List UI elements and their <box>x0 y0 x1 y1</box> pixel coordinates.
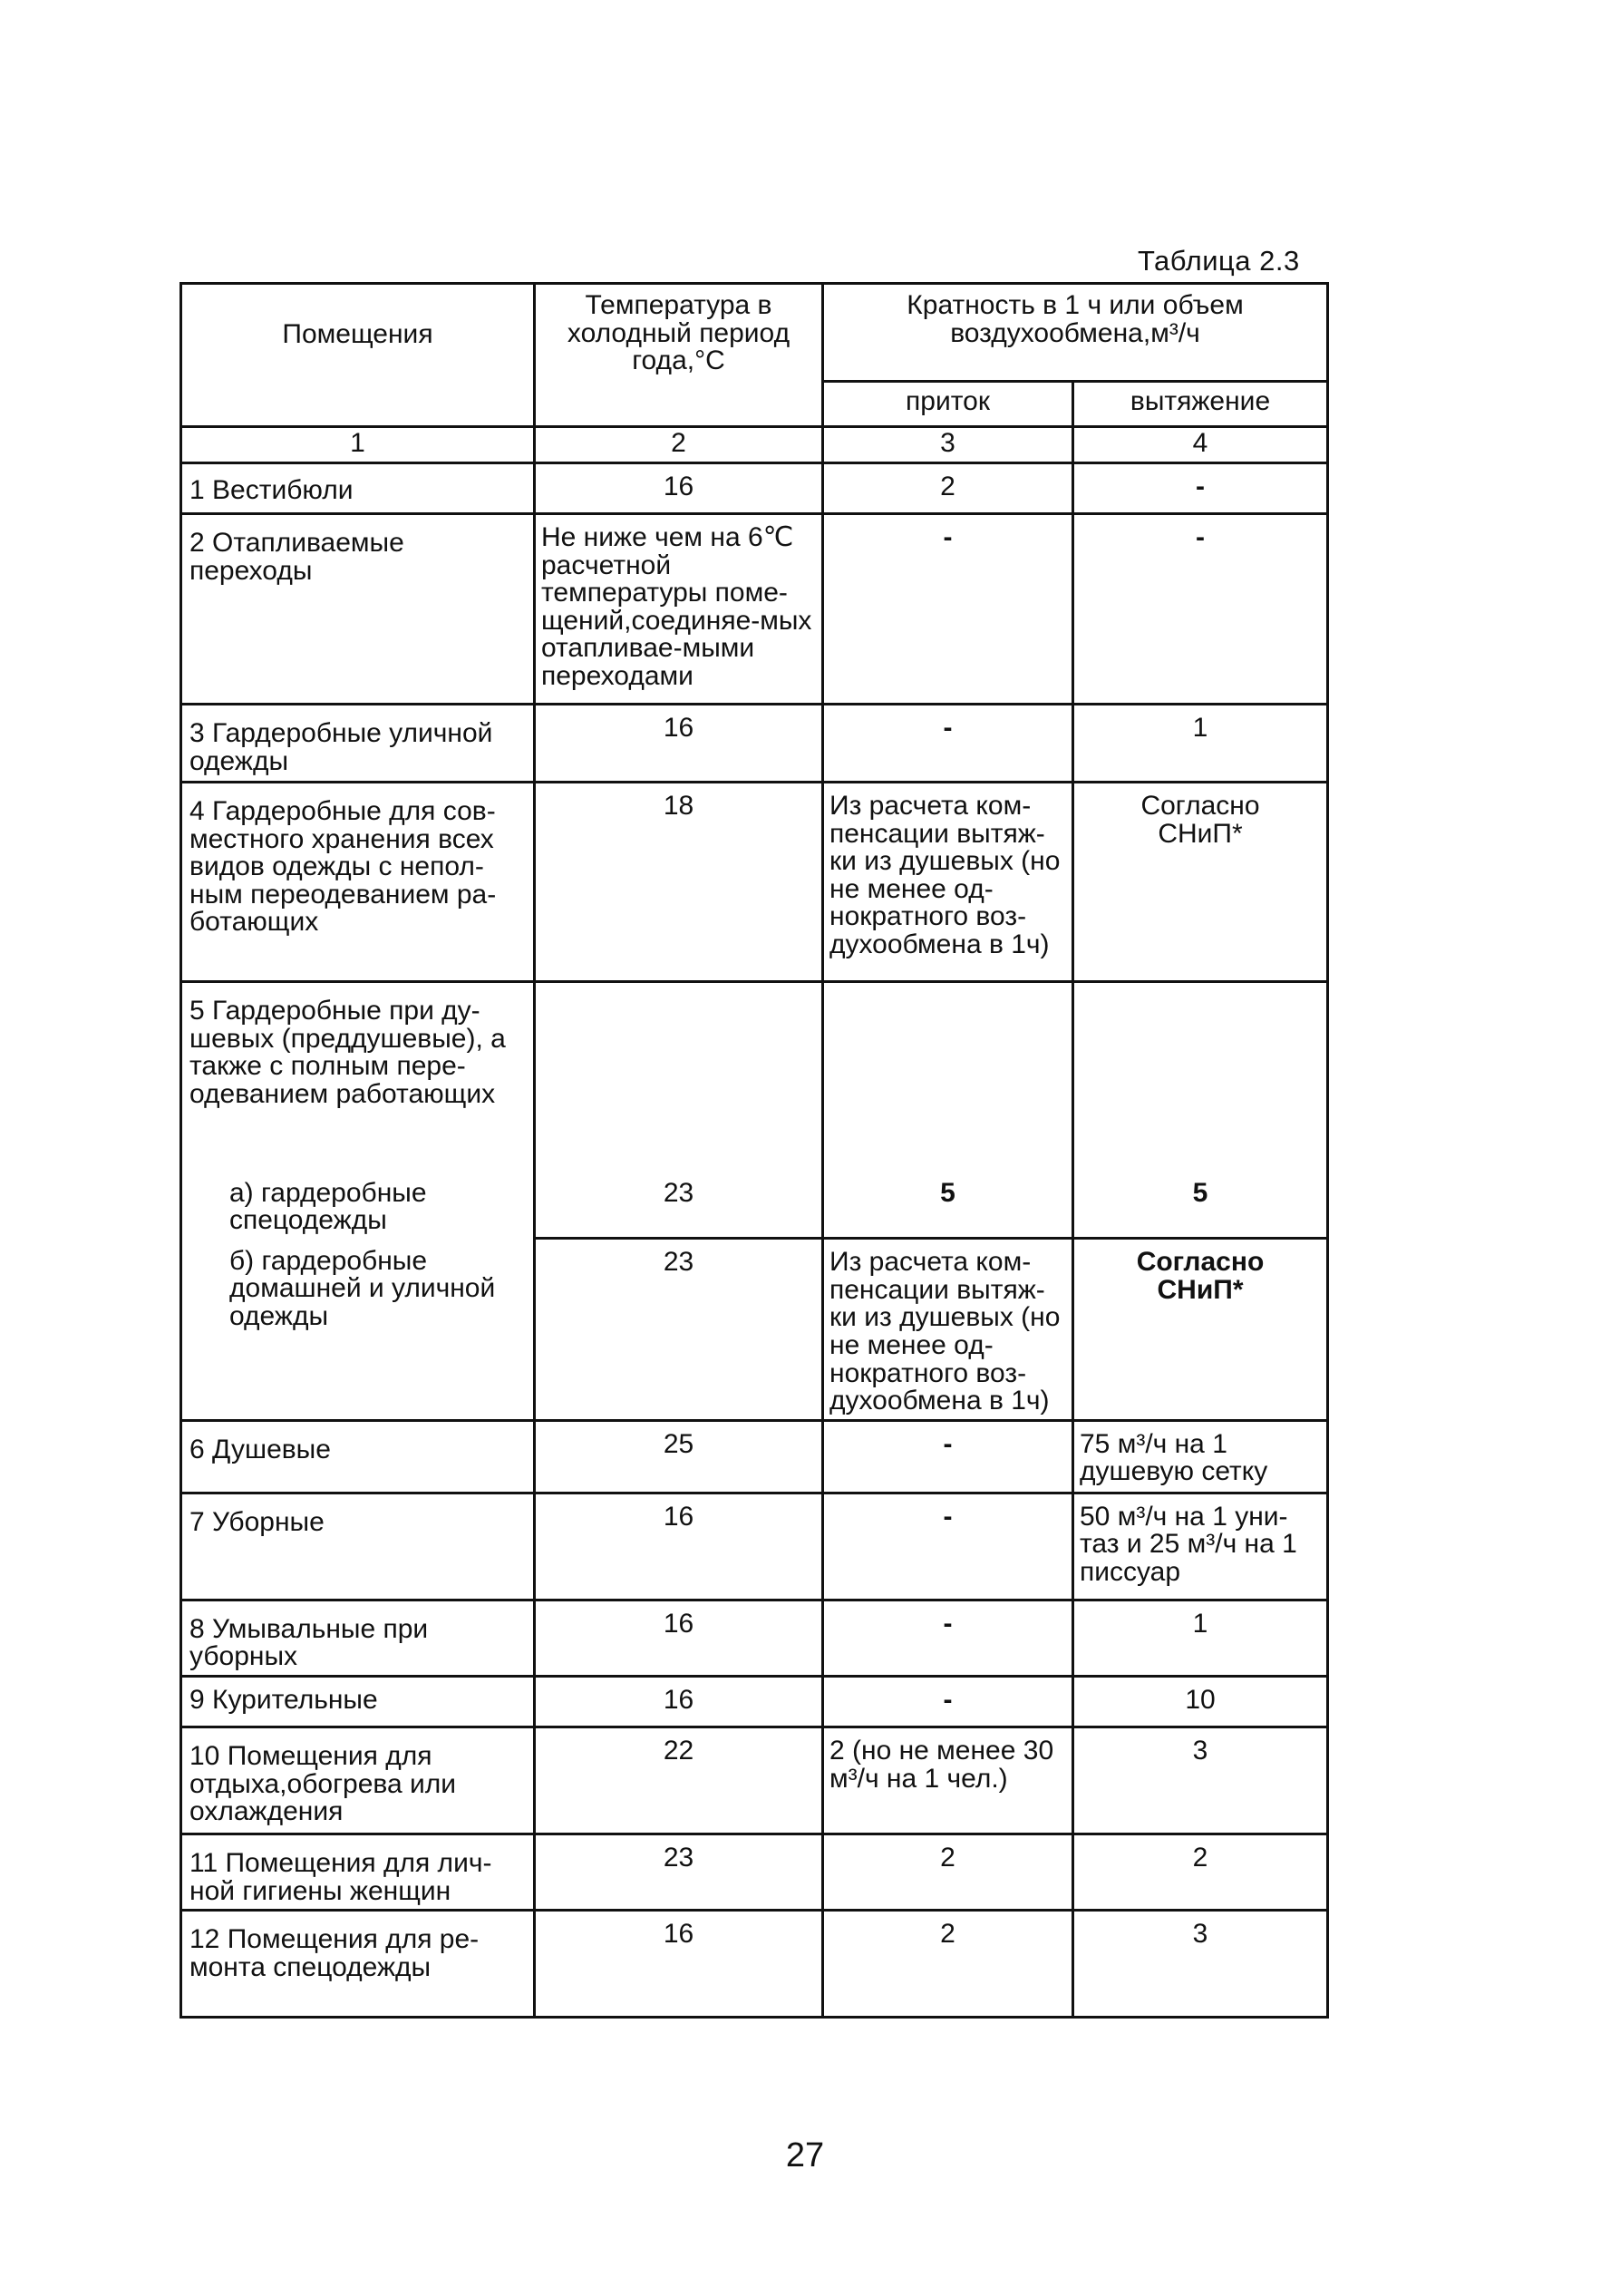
temperature-value: 16 <box>535 463 823 514</box>
exhaust-value: 10 <box>1073 1676 1328 1727</box>
supply-value: 2 <box>823 463 1073 514</box>
exhaust-value <box>1073 982 1328 1171</box>
exhaust-value: 2 <box>1073 1834 1328 1910</box>
header-rate: Кратность в 1 ч или объем воздухообмена,м³/ч <box>823 284 1328 382</box>
supply-value: - <box>823 1493 1073 1600</box>
exhaust-value: 3 <box>1073 1911 1328 2018</box>
exhaust-value: 5 <box>1073 1171 1328 1239</box>
header-temperature: Температура в холодный период года,°C <box>535 284 823 427</box>
table-row-sub <box>181 1239 1328 1421</box>
room-name: б) гардеробные домашней и уличной одежды <box>181 1239 535 1421</box>
column-number: 2 <box>535 427 823 463</box>
column-number: 4 <box>1073 427 1328 463</box>
room-name: 12 Помещения для ре-монта спецодежды <box>181 1911 535 2018</box>
room-name: 3 Гардеробные уличной одежды <box>181 705 535 783</box>
table-row <box>181 1420 1328 1493</box>
room-name: 9 Курительные <box>181 1676 535 1727</box>
room-name: 5 Гардеробные при ду-шевых (преддушевые), а также с полным пере-одеванием работающих <box>181 982 535 1171</box>
room-name: 6 Душевые <box>181 1420 535 1493</box>
temperature-value: 16 <box>535 1911 823 2018</box>
column-number: 3 <box>823 427 1073 463</box>
supply-value: - <box>823 705 1073 783</box>
table-row <box>181 1493 1328 1600</box>
supply-value <box>823 982 1073 1171</box>
ventilation-table <box>179 282 1329 2019</box>
temperature-value: 25 <box>535 1420 823 1493</box>
supply-value: 2 (но не менее 30 м³/ч на 1 чел.) <box>823 1727 1073 1834</box>
supply-value: - <box>823 1676 1073 1727</box>
table-row <box>181 1676 1328 1727</box>
table-row-group-header <box>181 982 1328 1171</box>
table-row <box>181 1911 1328 2018</box>
header-room: Помещения <box>181 284 535 427</box>
header-supply: приток <box>823 382 1073 427</box>
ventilation-table-container <box>179 282 1326 2019</box>
room-name: 4 Гардеробные для сов-местного хранения всех видов одежды с непол-ным переодеванием ра-ботающих <box>181 783 535 982</box>
exhaust-value: 1 <box>1073 1600 1328 1676</box>
header-exhaust: вытяжение <box>1073 382 1328 427</box>
temperature-value <box>535 982 823 1171</box>
room-name: а) гардеробные спецодежды <box>181 1171 535 1239</box>
exhaust-value: 1 <box>1073 705 1328 783</box>
temperature-value: 16 <box>535 705 823 783</box>
table-row <box>181 1727 1328 1834</box>
exhaust-value: - <box>1073 514 1328 705</box>
table-row <box>181 705 1328 783</box>
exhaust-value: Согласно СНиП* <box>1073 783 1328 982</box>
supply-value: Из расчета ком-пенсации вытяж-ки из душевых (но не менее од-нократного воз-духообмена в 1ч) <box>823 1239 1073 1421</box>
supply-value: 2 <box>823 1911 1073 2018</box>
column-number: 1 <box>181 427 535 463</box>
table-row <box>181 783 1328 982</box>
temperature-value: 16 <box>535 1600 823 1676</box>
supply-value: 2 <box>823 1834 1073 1910</box>
temperature-value: 16 <box>535 1493 823 1600</box>
supply-value: Из расчета ком-пенсации вытяж-ки из душевых (но не менее од-нократного воз-духообмена в 1ч) <box>823 783 1073 982</box>
temperature-value: 18 <box>535 783 823 982</box>
table-row <box>181 1834 1328 1910</box>
table-caption: Таблица 2.3 <box>1138 245 1300 277</box>
table-row <box>181 514 1328 705</box>
table-row <box>181 1600 1328 1676</box>
room-name: 11 Помещения для лич-ной гигиены женщин <box>181 1834 535 1910</box>
room-name: 10 Помещения для отдыха,обогрева или охлаждения <box>181 1727 535 1834</box>
supply-value: 5 <box>823 1171 1073 1239</box>
column-numbers-row <box>181 427 1328 463</box>
room-name: 1 Вестибюли <box>181 463 535 514</box>
page-number: 27 <box>785 2136 825 2174</box>
room-name: 2 Отапливаемые переходы <box>181 514 535 705</box>
room-name: 8 Умывальные при уборных <box>181 1600 535 1676</box>
temperature-value: 16 <box>535 1676 823 1727</box>
exhaust-value: 75 м³/ч на 1 душевую сетку <box>1073 1420 1328 1493</box>
supply-value: - <box>823 1600 1073 1676</box>
exhaust-value: - <box>1073 463 1328 514</box>
table-row <box>181 463 1328 514</box>
temperature-value: 22 <box>535 1727 823 1834</box>
supply-value: - <box>823 514 1073 705</box>
temperature-value: 23 <box>535 1834 823 1910</box>
temperature-value: 23 <box>535 1171 823 1239</box>
supply-value: - <box>823 1420 1073 1493</box>
temperature-value: Не ниже чем на 6℃ расчетной температуры поме-щений,соединяе-мых отапливае-мыми переходами <box>535 514 823 705</box>
exhaust-value: Согласно СНиП* <box>1073 1239 1328 1421</box>
exhaust-value: 3 <box>1073 1727 1328 1834</box>
room-name: 7 Уборные <box>181 1493 535 1600</box>
temperature-value: 23 <box>535 1239 823 1421</box>
table-row-sub <box>181 1171 1328 1239</box>
exhaust-value: 50 м³/ч на 1 уни-таз и 25 м³/ч на 1 писсуар <box>1073 1493 1328 1600</box>
